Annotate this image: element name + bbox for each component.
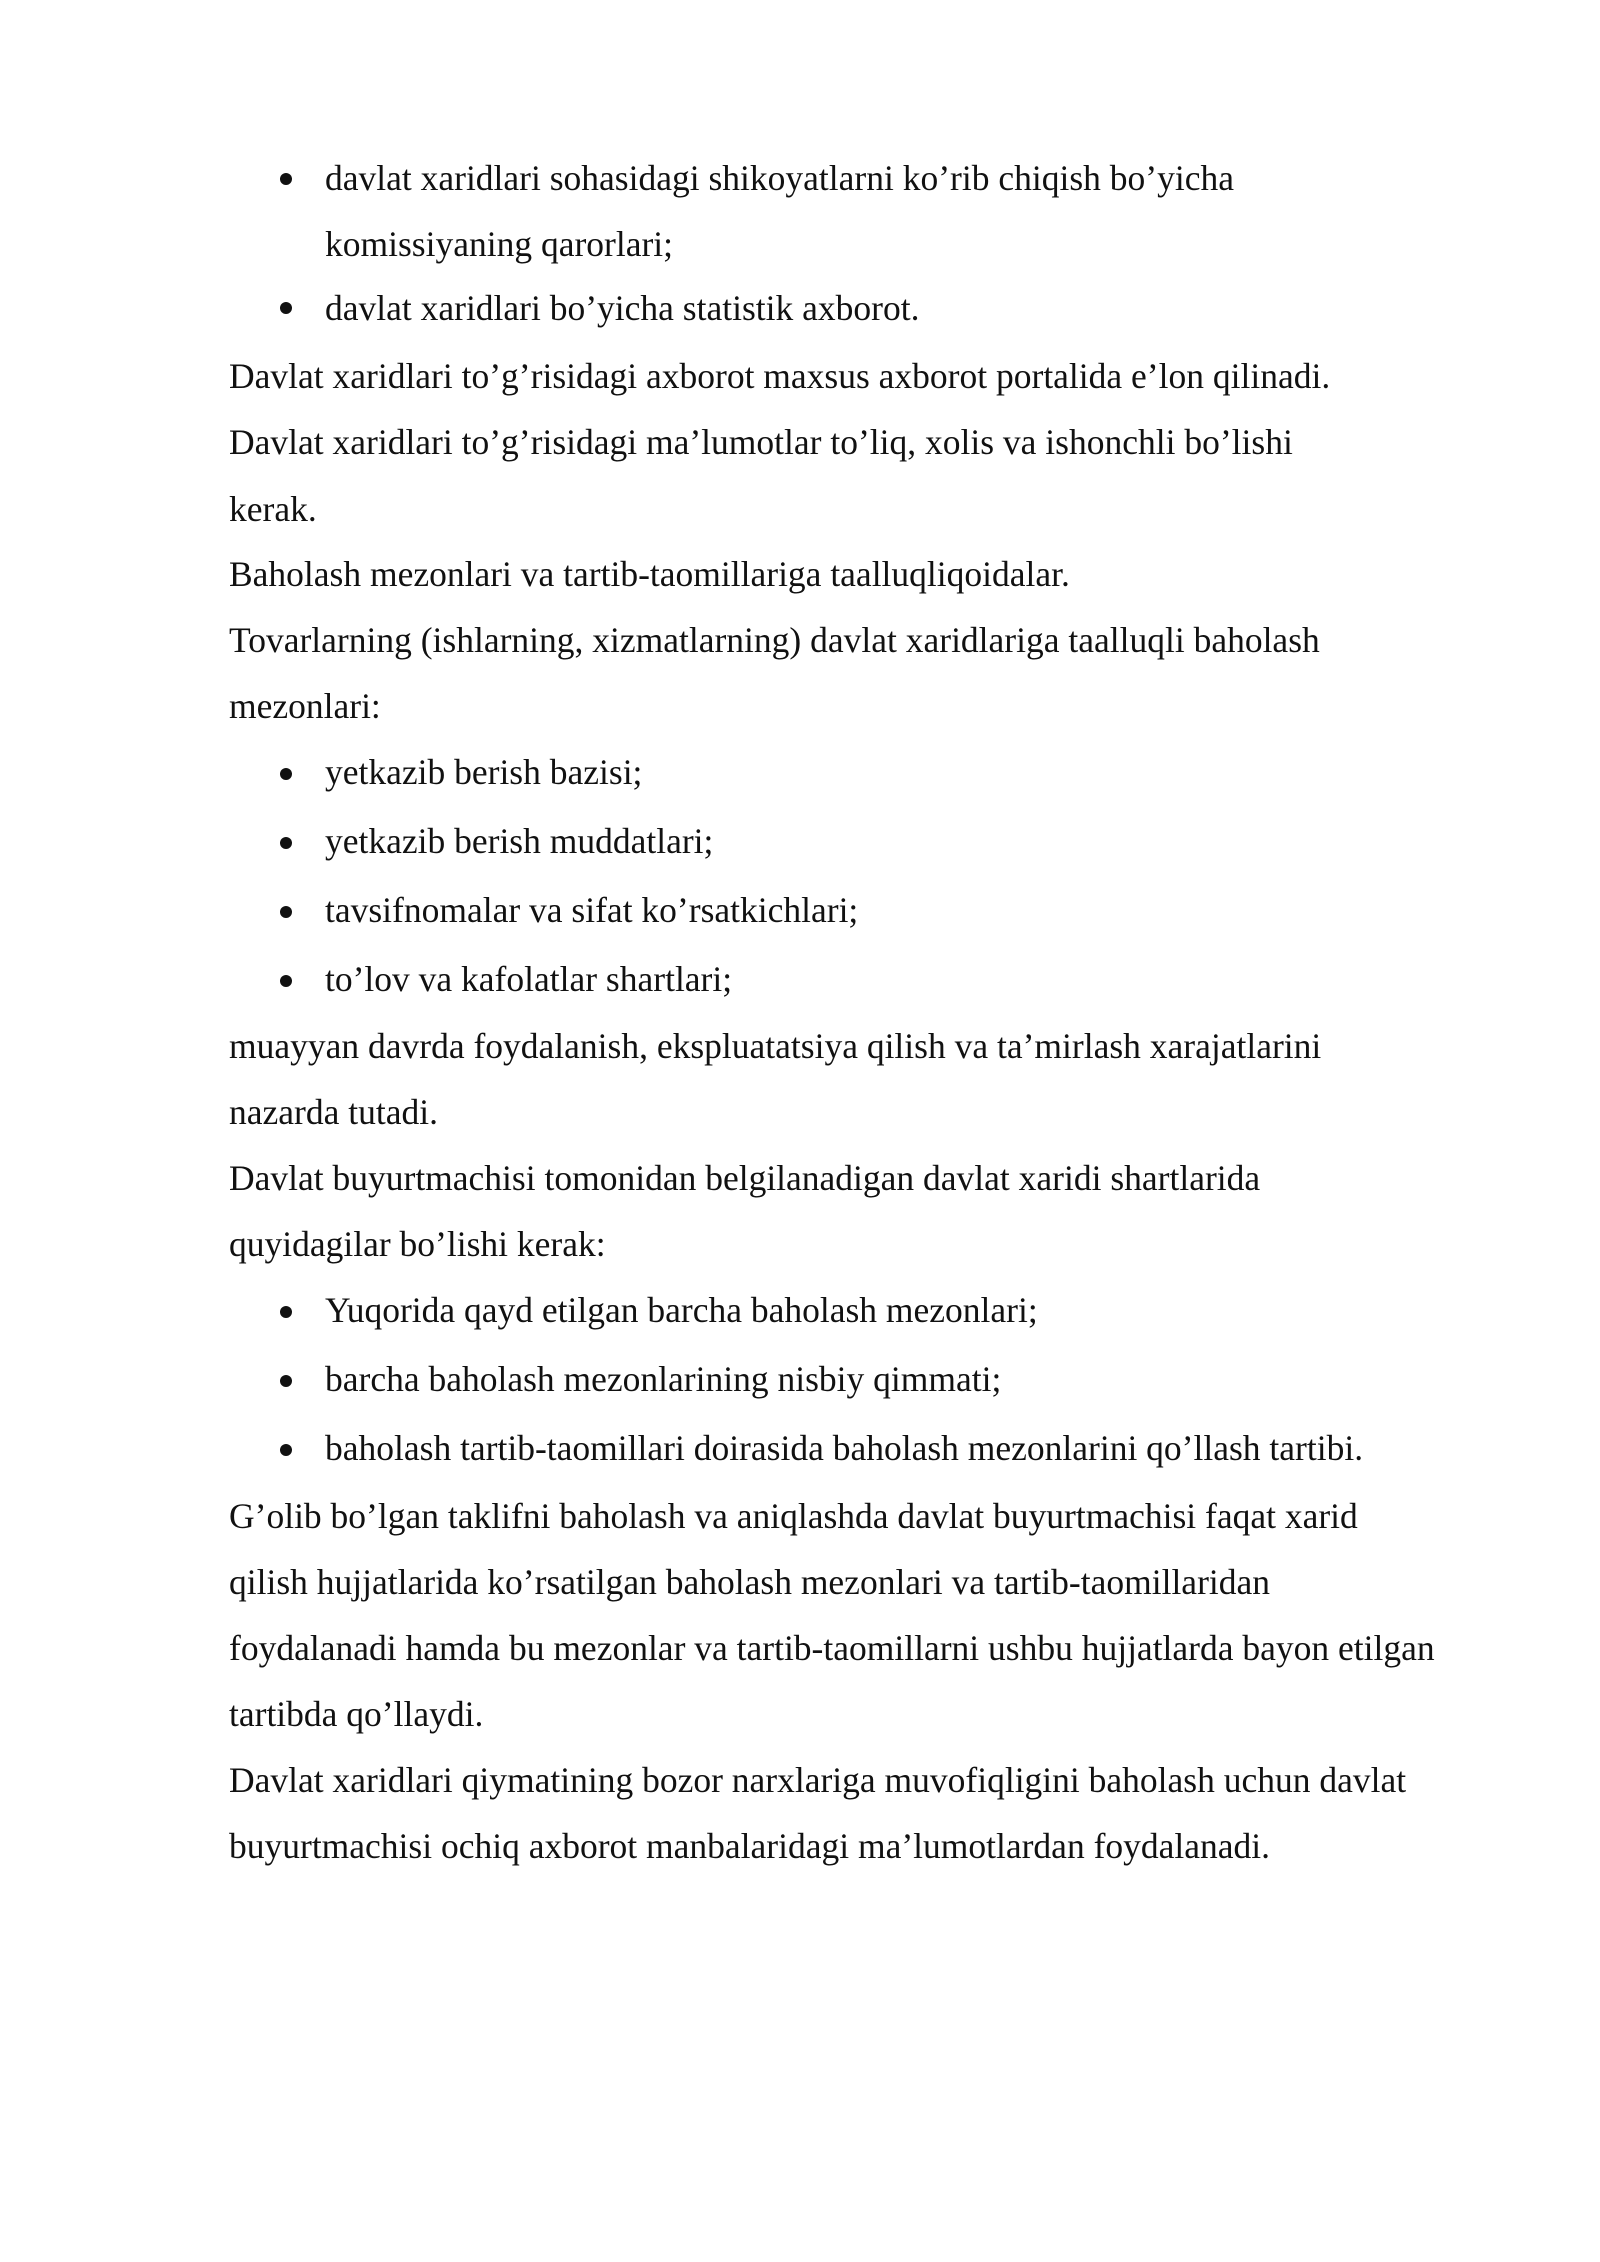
list-item: to’lov va kafolatlar shartlari; [325,959,733,999]
list-item: davlat xaridlari bo’yicha statistik axborot. [325,288,920,328]
paragraph-line: G’olib bo’lgan taklifni baholash va aniqlashda davlat buyurtmachisi faqat xarid [229,1496,1358,1536]
paragraph-line: Baholash mezonlari va tartib-taomillariga taalluqliqoidalar. [229,554,1070,594]
bullet [280,1375,292,1387]
paragraph-line: nazarda tutadi. [229,1092,438,1132]
paragraph-line: Davlat buyurtmachisi tomonidan belgilanadigan davlat xaridi shartlarida [229,1158,1261,1198]
list-item: davlat xaridlari sohasidagi shikoyatlarni ko’rib chiqish bo’yicha [325,158,1234,198]
list-item: Yuqorida qayd etilgan barcha baholash mezonlari; [325,1290,1038,1330]
bullet [280,906,292,918]
paragraph-line: Tovarlarning (ishlarning, xizmatlarning) davlat xaridlariga taalluqli baholash [229,620,1320,660]
paragraph-line: buyurtmachisi ochiq axborot manbalaridagi ma’lumotlardan foydalanadi. [229,1826,1271,1866]
list-item: yetkazib berish muddatlari; [325,821,714,861]
paragraph-line: kerak. [229,489,317,529]
paragraph-line: Davlat xaridlari to’g’risidagi ma’lumotlar to’liq, xolis va ishonchli bo’lishi [229,422,1293,462]
paragraph-line: tartibda qo’llaydi. [229,1694,484,1734]
paragraph-line: quyidagilar bo’lishi kerak: [229,1224,606,1264]
paragraph-line: qilish hujjatlarida ko’rsatilgan baholash mezonlari va tartib-taomillaridan [229,1562,1271,1602]
bullet [280,302,292,314]
paragraph-line: Davlat xaridlari to’g’risidagi axborot maxsus axborot portalida e’lon qilinadi. [229,356,1331,396]
bullet [280,1444,292,1456]
list-item: baholash tartib-taomillari doirasida baholash mezonlarini qo’llash tartibi. [325,1428,1364,1468]
list-item-continuation: komissiyaning qarorlari; [325,224,674,264]
bullet [280,1306,292,1318]
bullet [280,837,292,849]
list-item: yetkazib berish bazisi; [325,752,643,792]
paragraph-line: foydalanadi hamda bu mezonlar va tartib-taomillarni ushbu hujjatlarda bayon etilgan [229,1628,1435,1668]
bullet [280,975,292,987]
paragraph-line: Davlat xaridlari qiymatining bozor narxlariga muvofiqligini baholash uchun davlat [229,1760,1407,1800]
bullet [280,173,292,185]
paragraph-line: muayyan davrda foydalanish, ekspluatatsiya qilish va ta’mirlash xarajatlarini [229,1026,1322,1066]
paragraph-line: mezonlari: [229,686,381,726]
list-item: tavsifnomalar va sifat ko’rsatkichlari; [325,890,859,930]
bullet [280,768,292,780]
list-item: barcha baholash mezonlarining nisbiy qimmati; [325,1359,1002,1399]
